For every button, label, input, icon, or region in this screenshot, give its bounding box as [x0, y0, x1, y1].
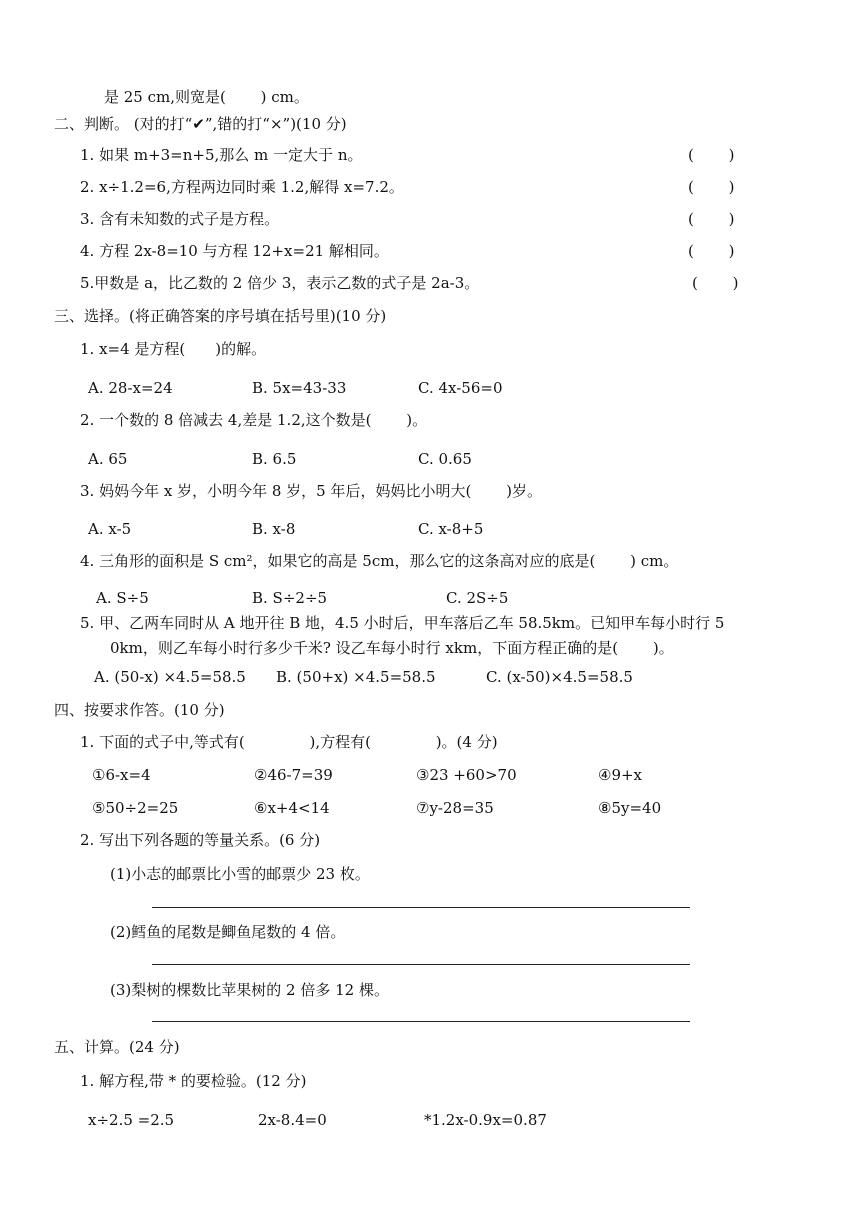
choice-q5-option-b[interactable]: B. (50+x) ×4.5=58.5	[276, 668, 436, 686]
judge-answer-2[interactable]: ( )	[688, 178, 735, 196]
expression-6: ⑥x+4<14	[254, 799, 330, 817]
choice-q3: 3. 妈妈今年 x 岁，小明今年 8 岁，5 年后，妈妈比小明大( )岁。	[80, 482, 542, 500]
judge-item-2: 2. x÷1.2=6,方程两边同时乘 1.2,解得 x=7.2。	[80, 178, 404, 196]
equation-1: x÷2.5 =2.5	[88, 1111, 175, 1129]
choice-q4: 4. 三角形的面积是 S cm²，如果它的高是 5cm，那么它的这条高对应的底是( ) cm。	[80, 552, 679, 570]
answer-line-1[interactable]	[152, 907, 690, 908]
choice-q1-option-c[interactable]: C. 4x-56=0	[418, 379, 503, 397]
judge-item-4: 4. 方程 2x-8=10 与方程 12+x=21 解相同。	[80, 242, 389, 260]
calc-q1: 1. 解方程,带 * 的要检验。(12 分)	[80, 1072, 307, 1090]
relation-prompt-2: (2)鳕鱼的尾数是鲫鱼尾数的 4 倍。	[110, 923, 346, 941]
relation-prompt-3: (3)梨树的棵数比苹果树的 2 倍多 12 棵。	[110, 981, 389, 999]
relation-prompt-1: (1)小志的邮票比小雪的邮票少 23 枚。	[110, 865, 370, 883]
section-4-heading: 四、按要求作答。(10 分)	[54, 701, 225, 719]
choice-q4-option-c[interactable]: C. 2S÷5	[446, 589, 509, 607]
equation-2: 2x-8.4=0	[258, 1111, 327, 1129]
judge-answer-3[interactable]: ( )	[688, 210, 735, 228]
judge-item-5: 5.甲数是 a，比乙数的 2 倍少 3，表示乙数的式子是 2a-3。	[80, 274, 480, 292]
choice-q1-option-a[interactable]: A. 28-x=24	[88, 379, 173, 397]
choice-q2-option-b[interactable]: B. 6.5	[252, 450, 297, 468]
choice-q1-option-b[interactable]: B. 5x=43-33	[252, 379, 347, 397]
choice-q2: 2. 一个数的 8 倍减去 4,差是 1.2,这个数是( )。	[80, 411, 428, 429]
expression-8: ⑧5y=40	[598, 799, 662, 817]
task-q1: 1. 下面的式子中,等式有( ),方程有( )。(4 分)	[80, 733, 498, 751]
judge-item-3: 3. 含有未知数的式子是方程。	[80, 210, 280, 228]
choice-q5-option-a[interactable]: A. (50-x) ×4.5=58.5	[94, 668, 246, 686]
choice-q1: 1. x=4 是方程( )的解。	[80, 340, 267, 358]
expression-5: ⑤50÷2=25	[92, 799, 179, 817]
choice-q5-line-1: 5. 甲、乙两车同时从 A 地开往 B 地，4.5 小时后，甲车落后乙车 58.5km。已知甲车每小时行 5	[80, 614, 725, 632]
expression-7: ⑦y-28=35	[416, 799, 494, 817]
expression-3: ③23 +60>70	[416, 766, 517, 784]
choice-q3-option-c[interactable]: C. x-8+5	[418, 520, 484, 538]
judge-item-1: 1. 如果 m+3=n+5,那么 m 一定大于 n。	[80, 146, 363, 164]
expression-2: ②46-7=39	[254, 766, 333, 784]
section-2-heading: 二、判断。 (对的打“✔”,错的打“×”)(10 分)	[54, 115, 347, 133]
section-5-heading: 五、计算。(24 分)	[54, 1038, 180, 1056]
choice-q2-option-c[interactable]: C. 0.65	[418, 450, 472, 468]
judge-answer-1[interactable]: ( )	[688, 146, 735, 164]
choice-q2-option-a[interactable]: A. 65	[88, 450, 128, 468]
answer-line-2[interactable]	[152, 964, 690, 965]
lead-line: 是 25 cm,则宽是( ) cm。	[104, 88, 309, 106]
expression-4: ④9+x	[598, 766, 643, 784]
equation-3: *1.2x-0.9x=0.87	[424, 1111, 547, 1129]
expression-1: ①6-x=4	[92, 766, 151, 784]
choice-q4-option-a[interactable]: A. S÷5	[96, 589, 149, 607]
section-3-heading: 三、选择。(将正确答案的序号填在括号里)(10 分)	[54, 307, 387, 325]
judge-answer-5[interactable]: ( )	[692, 274, 739, 292]
choice-q3-option-b[interactable]: B. x-8	[252, 520, 296, 538]
choice-q5-option-c[interactable]: C. (x-50)×4.5=58.5	[486, 668, 633, 686]
answer-line-3[interactable]	[152, 1021, 690, 1022]
choice-q4-option-b[interactable]: B. S÷2÷5	[252, 589, 328, 607]
task-q2: 2. 写出下列各题的等量关系。(6 分)	[80, 831, 321, 849]
judge-answer-4[interactable]: ( )	[688, 242, 735, 260]
choice-q3-option-a[interactable]: A. x-5	[88, 520, 132, 538]
choice-q5-line-2: 0km，则乙车每小时行多少千米? 设乙车每小时行 xkm，下面方程正确的是( )。	[110, 639, 674, 657]
